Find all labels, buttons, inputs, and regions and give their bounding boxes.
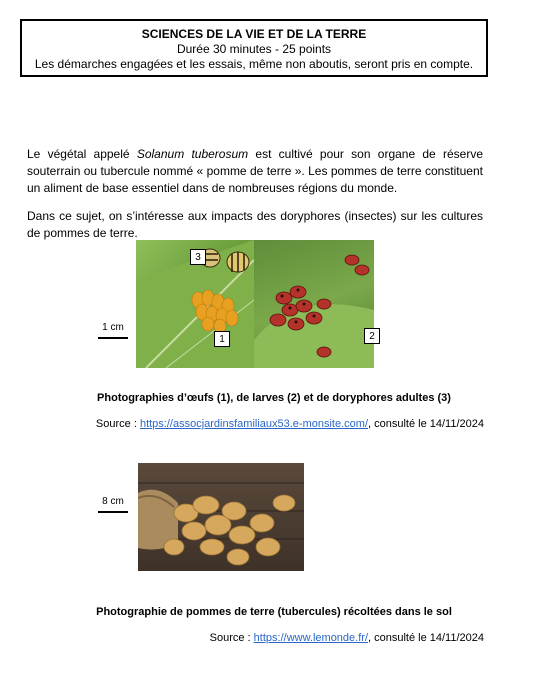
scale-label: 8 cm <box>102 496 124 507</box>
scale-bar-8cm <box>98 496 128 513</box>
intro-text-2: est cultivé pour son organe de réserve souterrain ou tubercule nommé « pomme de terre ». Les pommes de terre constituent un aliment de base essentiel dans de nombreuses régions du monde. <box>27 147 483 195</box>
label-adults: 3 <box>190 249 206 265</box>
scale-bar-1cm <box>98 322 128 339</box>
figure1-caption: Photographies d’œufs (1), de larves (2) et de doryphores adultes (3) <box>97 392 451 404</box>
figure2-caption: Photographie de pommes de terre (tubercules) récoltées dans le sol <box>96 606 452 618</box>
potatoes-photo-drawing <box>138 463 304 571</box>
source-prefix: Source : <box>95 418 140 430</box>
source-link-lemonde[interactable]: https://www.lemonde.fr/ <box>253 632 368 644</box>
species-name: Solanum tuberosum <box>136 147 249 161</box>
potatoes-photo <box>138 463 304 571</box>
header-box <box>20 19 488 77</box>
source-link-assocjardins[interactable]: https://assocjardinsfamiliaux53.e-monsite.com/ <box>139 418 368 430</box>
scale-line <box>98 337 128 339</box>
scale-label: 1 cm <box>102 322 124 333</box>
label-larvae: 2 <box>364 328 380 344</box>
duration-line: Durée 30 minutes - 25 points <box>176 42 332 56</box>
label-eggs: 1 <box>214 331 230 347</box>
intro-paragraph <box>27 146 483 197</box>
subject-paragraph: Dans ce sujet, on s’intéresse aux impacts des doryphores (insectes) sur les cultures de pommes de terre. <box>27 209 483 240</box>
source-prefix: Source : <box>209 632 254 644</box>
scale-line <box>98 511 128 513</box>
larvae-photo-drawing <box>254 240 374 368</box>
figure2-source <box>210 632 484 644</box>
subject-title: SCIENCES DE LA VIE ET DE LA TERRE <box>141 27 367 41</box>
source-suffix: , consulté le 14/11/2024 <box>368 632 484 644</box>
source-suffix: , consulté le 14/11/2024 <box>368 418 484 430</box>
instructions-line: Les démarches engagées et les essais, même non aboutis, seront pris en compte. <box>34 57 474 71</box>
figure1-source <box>96 418 484 430</box>
intro-text-1: Le végétal appelé <box>27 147 137 161</box>
larvae-photo <box>254 240 374 368</box>
